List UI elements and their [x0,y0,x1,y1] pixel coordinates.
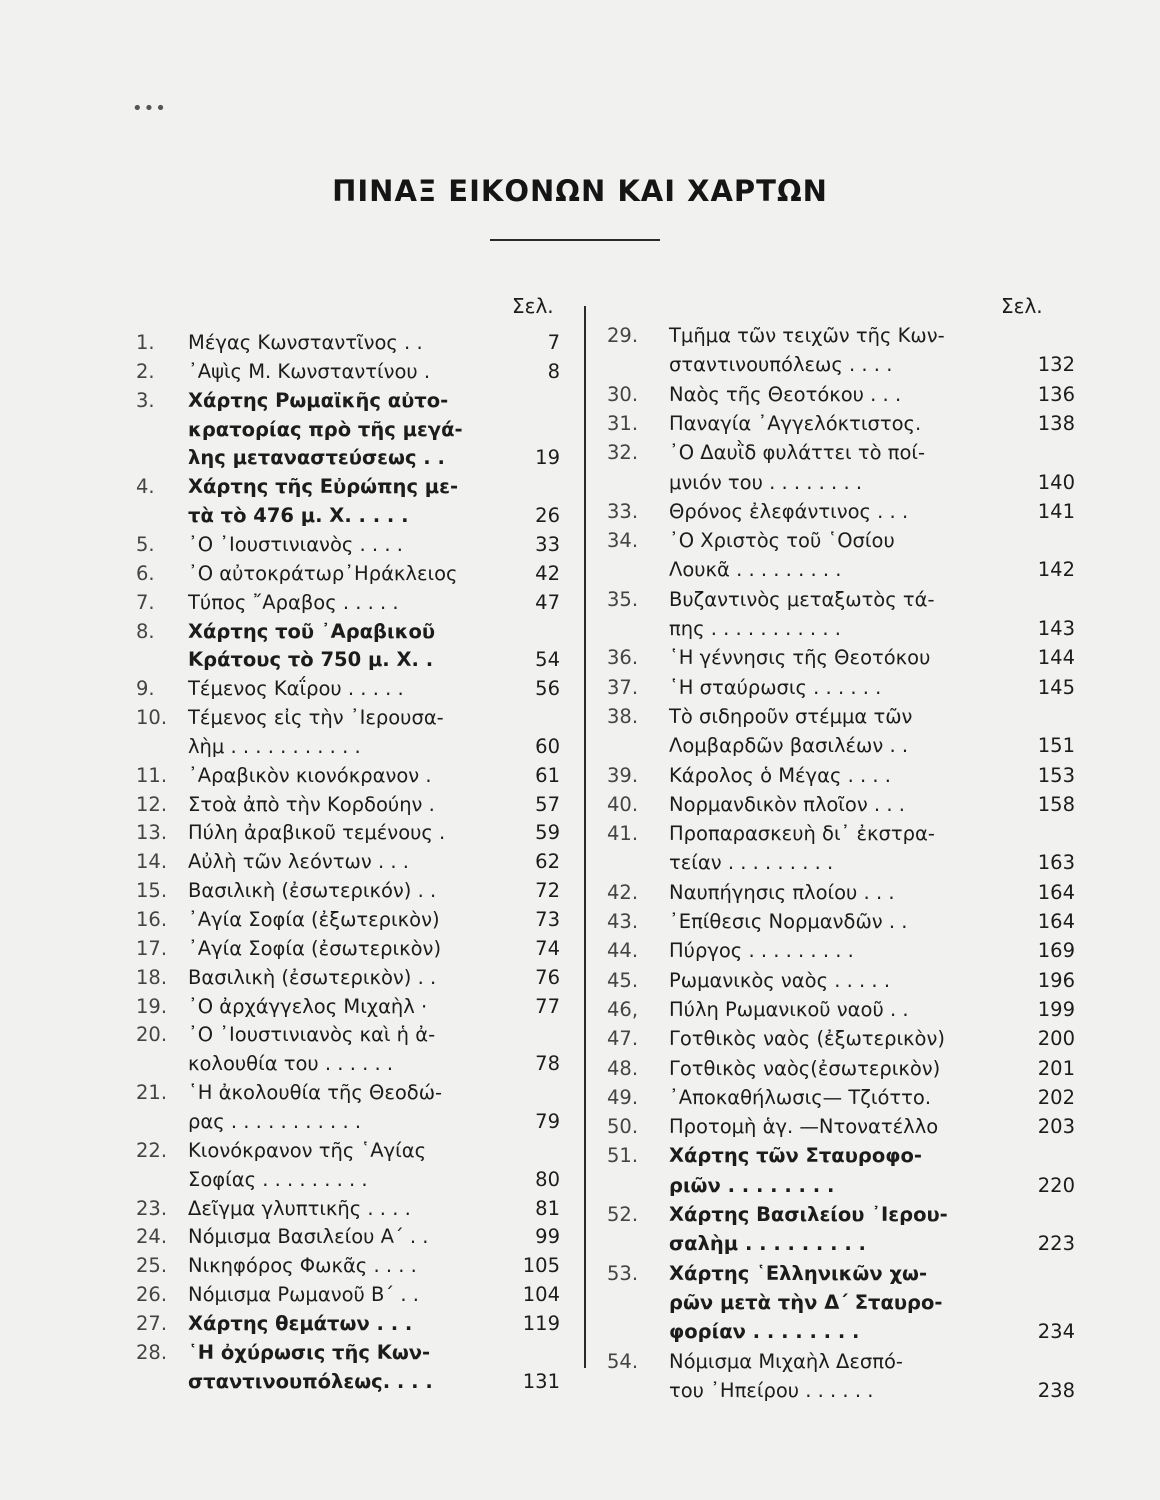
index-entry-line [136,792,560,818]
right-page-heading: Σελ. [1001,294,1043,318]
entry-number: 39. [607,763,639,787]
entry-title: Γοτθικὸς ναὸς (ἐξωτερικὸν) [669,1027,945,1051]
entry-title: κολουθία του . . . . . . [188,1052,394,1076]
entry-number: 40. [607,792,639,816]
entry-page: 99 [535,1225,560,1249]
entry-title: πης . . . . . . . . . . . [669,617,841,640]
entry-title: Κάρολος ὁ Μέγας . . . . [669,763,891,787]
entry-number: 27. [136,1311,168,1335]
index-entry-line [607,1085,1075,1111]
entry-number: 54. [607,1349,639,1373]
index-entry-line [607,557,1075,583]
entry-page: 238 [1037,1378,1075,1402]
entry-title: ᾿Επίθεσις Νορμανδῶν . . [669,910,908,933]
entry-title: ᾿Αραβικὸν κιονόκρανον . [188,763,432,787]
index-entry-line [136,647,560,673]
entry-number: 42. [607,880,639,904]
entry-title: Κράτους τὸ 750 μ. Χ. . [188,648,434,672]
entry-title: ρας . . . . . . . . . . . [188,1109,362,1133]
entry-title: Λομβαρδῶν βασιλέων . . [669,734,909,758]
index-entry-line [136,849,560,875]
entry-page: 203 [1037,1115,1075,1139]
entry-title: Τέμενος Καΐρου . . . . . [188,677,404,701]
entry-number: 15. [136,879,168,903]
index-entry-line [136,878,560,904]
entry-page: 164 [1037,910,1075,933]
entry-title: Πύλη ἀραβικοῦ τεμένους . [188,821,446,845]
entry-page: 169 [1037,939,1075,963]
entry-title: τὰ τὸ 476 μ. Χ. . . . . [188,504,409,528]
index-entry-line [607,1114,1075,1140]
entry-title: Ναὸς τῆς Θεοτόκου . . . [669,382,902,406]
entry-title: Βυζαντινὸς μεταξωτὸς τά- [669,587,935,611]
entry-number: 41. [607,822,639,846]
index-entry-line [607,1143,1075,1169]
entry-number: 38. [607,704,639,728]
entry-page: 79 [535,1109,560,1133]
index-entry-line [607,1261,1075,1287]
index-entry-line [607,909,1075,935]
index-entry-line [607,792,1075,818]
index-entry-line [136,1369,560,1395]
index-entry-line [136,994,560,1020]
entry-number: 2. [136,359,155,383]
entry-number: 19. [136,994,168,1018]
entry-page: 77 [535,994,560,1018]
entry-page: 104 [522,1283,560,1307]
entry-page: 199 [1037,997,1075,1021]
entry-page: 42 [535,561,560,585]
entry-page: 119 [522,1311,560,1335]
entry-number: 48. [607,1056,639,1080]
entry-title: σταντινουπόλεως. . . . [188,1369,433,1393]
entry-title: Νικηφόρος Φωκᾶς . . . . [188,1254,417,1278]
index-entry-line [136,445,560,471]
index-entry-line [607,704,1075,730]
index-entry-line [136,907,560,933]
index-entry-line [607,440,1075,466]
entry-page: 200 [1037,1027,1075,1051]
entry-page: 223 [1037,1232,1075,1256]
entry-title: ᾿Ο Χριστὸς τοῦ ῾Οσίου [669,529,895,553]
entry-number: 12. [136,792,168,816]
entry-page: 81 [535,1196,560,1220]
entry-title: Νόμισμα Μιχαὴλ Δεσπό- [669,1349,903,1373]
entry-number: 29. [607,324,639,347]
entry-number: 4. [136,475,155,499]
entry-page: 132 [1037,353,1075,377]
index-entry-line [607,645,1075,671]
index-entry-line [607,1319,1075,1345]
entry-number: 16. [136,908,168,931]
entry-page: 234 [1037,1320,1075,1344]
entry-title: Σοφίας . . . . . . . . . [188,1167,368,1191]
index-entry-line [607,763,1075,789]
index-entry-line [136,734,560,760]
entry-page: 143 [1037,617,1075,640]
index-entry-line [136,417,560,443]
entry-title: λης μεταναστεύσεως . . [188,446,445,470]
index-entry-line [607,1231,1075,1257]
entry-title: μνιόν του . . . . . . . . [669,470,863,494]
index-entry-line [607,968,1075,994]
entry-title: Λουκᾶ . . . . . . . . . [669,558,842,582]
entry-page: 76 [535,965,560,989]
entry-page: 60 [535,734,560,758]
entry-title: ᾿Αψὶς Μ. Κωνσταντίνου . [188,359,431,383]
index-entry-line [136,532,560,558]
entry-page: 158 [1037,792,1075,816]
entry-number: 21. [136,1081,168,1105]
page-title: ΠΙΝΑΞ ΕΙΚΟΝΩΝ ΚΑΙ ΧΑΡΤΩΝ [332,174,828,208]
entry-page: 153 [1037,763,1075,787]
entry-page: 201 [1037,1056,1075,1080]
index-entry-line [607,470,1075,496]
entry-number: 7. [136,590,155,614]
entry-number: 11. [136,763,168,787]
entry-page: 138 [1037,411,1075,435]
entry-number: 9. [136,677,155,701]
entry-page: 164 [1037,880,1075,904]
index-entry-line [136,676,560,702]
entry-number: 49. [607,1085,639,1109]
entry-page: 105 [522,1254,560,1278]
index-entry-line [607,938,1075,964]
index-entry-line [136,936,560,962]
entry-title: Βασιλικὴ (ἐσωτερικόν) . . [188,879,437,903]
entry-page: 7 [547,331,560,354]
entry-number: 10. [136,706,168,730]
entry-title: σαλὴμ . . . . . . . . . [669,1232,866,1256]
entry-page: 144 [1037,646,1075,670]
entry-page: 57 [535,792,560,816]
index-entry-line [607,1173,1075,1199]
index-entry-line [136,1282,560,1308]
entry-number: 34. [607,529,639,553]
index-entry-line [136,474,560,500]
index-entry-line [607,997,1075,1023]
entry-number: 26. [136,1283,168,1307]
entry-title: ᾿Ο ᾿Ιουστινιανὸς . . . . [188,532,403,556]
index-entry-line [607,1349,1075,1375]
index-entry-line [136,1051,560,1077]
index-entry-line [136,763,560,789]
entry-title: Πύργος . . . . . . . . . [669,939,854,963]
index-entry-line [136,1340,560,1366]
entry-title: ῾Η σταύρωσις . . . . . . [669,675,882,699]
entry-number: 44. [607,939,639,963]
entry-number: 13. [136,821,168,845]
entry-title: Νορμανδικὸν πλοῖον . . . [669,792,905,816]
entry-title: Τὸ σιδηροῦν στέμμα τῶν [669,704,913,728]
index-entry-line [607,382,1075,408]
entry-number: 22. [136,1138,168,1162]
index-entry-line [136,590,560,616]
entry-page: 61 [535,763,560,787]
entry-page: 62 [535,850,560,874]
entry-number: 3. [136,388,155,412]
index-entry-line [136,503,560,529]
entry-title: Κιονόκρανον τῆς ῾Αγίας [188,1138,427,1162]
entry-number: 45. [607,968,639,992]
entry-title: Ρωμανικὸς ναὸς . . . . . [669,968,891,992]
entry-title: Τύπος ῎Αραβος . . . . . [188,590,399,614]
entry-page: 74 [535,936,560,960]
entry-number: 8. [136,619,155,643]
index-entry-line [607,880,1075,906]
entry-number: 23. [136,1196,168,1220]
index-entry-line [136,561,560,587]
entry-number: 24. [136,1225,168,1249]
index-entry-line [607,1290,1075,1316]
title-rule [490,239,660,241]
index-entry-line [136,965,560,991]
entry-page: 136 [1037,382,1075,406]
index-entry-line [136,1080,560,1106]
index-entry-line [607,821,1075,847]
entry-number: 36. [607,646,639,670]
entry-title: φορίαν . . . . . . . . [669,1320,860,1344]
column-divider [584,306,586,1368]
index-entry-line [136,1311,560,1337]
entry-page: 72 [535,879,560,903]
entry-title: ῾Η ὀχύρωσις τῆς Κων- [188,1340,431,1364]
index-entry-line [607,1026,1075,1052]
entry-number: 14. [136,850,168,874]
entry-title: κρατορίας πρὸ τῆς μεγά- [188,417,463,441]
entry-number: 25. [136,1254,168,1278]
entry-number: 17. [136,936,168,960]
index-entry-line [607,352,1075,378]
index-entry-line [136,388,560,414]
entry-title: ᾿Αγία Σοφία (ἐσωτερικὸν) [188,936,442,960]
index-entry-line [607,616,1075,642]
entry-page: 196 [1037,968,1075,992]
entry-number: 46, [607,997,639,1021]
entry-page: 59 [535,821,560,845]
entry-title: Παναγία ᾿Αγγελόκτιστος. [669,411,922,435]
entry-number: 37. [607,675,639,699]
entry-page: 140 [1037,470,1075,494]
entry-title: του ᾿Ηπείρου . . . . . . [669,1378,874,1402]
index-entry-line [136,330,560,356]
index-entry-line [607,411,1075,437]
entry-title: σταντινουπόλεως . . . . [669,353,893,377]
index-entry-line [136,705,560,731]
entry-title: Χάρτης τῆς Εὐρώπης με- [188,475,459,499]
entry-title: Πύλη Ρωμανικοῦ ναοῦ . . [669,997,909,1021]
entry-title: Θρόνος ἐλεφάντινος . . . [669,499,909,523]
entry-title: Μέγας Κωνσταντῖνος . . [188,331,423,354]
entry-title: Χάρτης ῾Ελληνικῶν χω- [669,1261,928,1285]
entry-page: 220 [1037,1173,1075,1197]
entry-page: 54 [535,648,560,672]
entry-page: 141 [1037,499,1075,523]
entry-page: 151 [1037,734,1075,758]
entry-title: Νόμισμα Ρωμανοῦ Β΄ . . [188,1283,419,1307]
entry-title: Χάρτης τῶν Σταυροφο- [669,1144,922,1168]
entry-number: 53. [607,1261,639,1285]
index-entry-line [607,323,1075,349]
entry-page: 19 [535,446,560,470]
entry-title: ῾Η γέννησις τῆς Θεοτόκου [669,646,931,670]
entry-title: Χάρτης Βασιλείου ᾿Ιερου- [669,1203,948,1226]
index-entry-line [136,1167,560,1193]
entry-title: Προπαρασκευὴ δι᾿ ἐκστρα- [669,822,935,846]
entry-title: Τμῆμα τῶν τειχῶν τῆς Κων- [669,324,945,347]
entry-page: 56 [535,677,560,701]
entry-title: ᾿Αποκαθήλωσις— Τζιόττο. [669,1085,932,1109]
entry-page: 47 [535,590,560,614]
index-entry-line [136,359,560,385]
entry-title: Στοὰ ἀπὸ τὴν Κορδούην . [188,792,435,816]
entry-page: 202 [1037,1085,1075,1109]
entry-title: Γοτθικὸς ναὸς(ἐσωτερικὸν) [669,1056,941,1080]
entry-title: ᾿Ο Δαυῒδ φυλάττει τὸ ποί- [669,441,926,465]
entry-number: 51. [607,1144,639,1168]
left-page-heading: Σελ. [512,294,554,318]
entry-title: Χάρτης θεμάτων . . . [188,1311,413,1335]
entry-title: Χάρτης τοῦ ᾿Αραβικοῦ [188,619,436,643]
index-entry-line [607,675,1075,701]
entry-number: 35. [607,587,639,611]
index-entry-line [607,733,1075,759]
entry-number: 31. [607,411,639,435]
index-entry-line [136,820,560,846]
entry-page: 131 [522,1369,560,1393]
entry-number: 1. [136,331,155,354]
index-entry-line [136,1224,560,1250]
entry-number: 47. [607,1027,639,1051]
entry-title: τείαν . . . . . . . . . [669,851,834,875]
entry-page: 80 [535,1167,560,1191]
entry-page: 8 [547,359,560,383]
entry-title: Προτομὴ ἁγ. —Ντονατέλλο [669,1115,939,1139]
entry-number: 6. [136,561,155,585]
entry-page: 33 [535,532,560,556]
entry-title: ᾿Ο αὐτοκράτωρ᾿Ηράκλειος [188,561,458,585]
index-entry-line [607,587,1075,613]
entry-page: 145 [1037,675,1075,699]
index-entry-line [136,1109,560,1135]
entry-number: 50. [607,1115,639,1139]
index-entry-line [607,1056,1075,1082]
index-entry-line [136,1253,560,1279]
entry-number: 32. [607,441,639,465]
entry-page: 142 [1037,558,1075,582]
index-entry-line [607,528,1075,554]
index-entry-line [607,499,1075,525]
index-entry-line [607,850,1075,876]
entry-title: ᾿Ο ᾿Ιουστινιανὸς καὶ ἡ ἀ- [188,1023,436,1047]
index-entry-line [136,619,560,645]
entry-title: λὴμ . . . . . . . . . . . [188,734,361,758]
entry-title: Δεῖγμα γλυπτικῆς . . . . [188,1196,411,1220]
entry-number: 18. [136,965,168,989]
index-entry-line [607,1378,1075,1404]
entry-title: Χάρτης Ρωμαϊκῆς αὐτο- [188,388,449,412]
entry-number: 20. [136,1023,168,1047]
entry-number: 28. [136,1340,168,1364]
page-number: ••• [132,98,167,119]
entry-page: 26 [535,504,560,528]
entry-title: ῾Η ἀκολουθία τῆς Θεοδώ- [188,1081,443,1105]
entry-title: Αὐλὴ τῶν λεόντων . . . [188,850,409,874]
entry-page: 73 [535,908,560,931]
index-entry-line [136,1196,560,1222]
entry-title: Ναυπήγησις πλοίου . . . [669,880,895,904]
entry-number: 5. [136,532,155,556]
entry-number: 43. [607,910,639,933]
entry-title: ριῶν . . . . . . . . [669,1173,835,1197]
entry-title: Τέμενος εἰς τὴν ᾿Ιερουσα- [188,706,444,730]
entry-page: 163 [1037,851,1075,875]
entry-title: Νόμισμα Βασιλείου Α΄ . . [188,1225,429,1249]
entry-title: ρῶν μετὰ τὴν Δ΄ Σταυρο- [669,1290,943,1314]
entry-number: 52. [607,1203,639,1226]
entry-number: 33. [607,499,639,523]
entry-title: ᾿Ο ἀρχάγγελος Μιχαὴλ · [188,994,428,1018]
entry-page: 78 [535,1052,560,1076]
entry-number: 30. [607,382,639,406]
entry-title: ᾿Αγία Σοφία (ἐξωτερικὸν) [188,908,440,931]
index-entry-line [136,1138,560,1164]
entry-title: Βασιλικὴ (ἐσωτερικὸν) . . [188,965,437,989]
index-entry-line [136,1022,560,1048]
index-entry-line [607,1202,1075,1228]
